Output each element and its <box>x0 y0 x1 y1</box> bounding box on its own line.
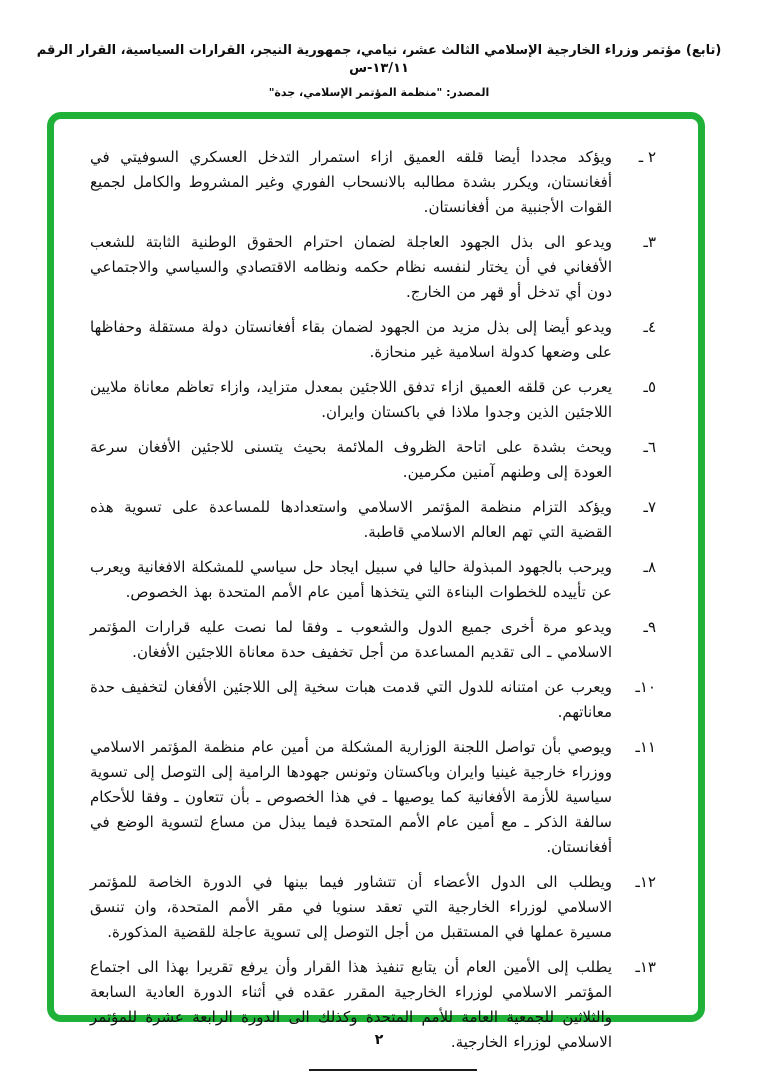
clause-number: ٦ـ <box>643 438 656 456</box>
clause-text: يعرب عن قلقه العميق ازاء تدفق اللاجئين بمعدل متزايد، وازاء تعاظم معاناة ملايين اللاجئين الذين وجدوا ملاذا في باكستان وايران. <box>90 378 612 421</box>
page-number: ٢ <box>374 1032 384 1048</box>
resolution-clause <box>90 145 656 220</box>
resolution-clause <box>90 495 656 545</box>
clause-number: ١٠ـ <box>635 678 656 696</box>
clause-text: ويوصي بأن تواصل اللجنة الوزارية المشكلة من أمين عام منظمة المؤتمر الاسلامي ووزراء خارجية غينيا وايران وباكستان وتونس جهودها الرامية إلى التوصل إلى تسوية سياسية للأزمة الأفغانية كما يوصيها ـ في هذا الخصوص ـ بأن تتعاون ـ وفقا للأحكام سالفة الذكر ـ مع أمين عام الأمم المتحدة فيما يبذل من مساع لتسوية الوضع في أفغانستان. <box>90 738 612 856</box>
resolution-clause <box>90 870 656 945</box>
clause-text: ويطلب الى الدول الأعضاء أن تتشاور فيما بينها في الدورة الخاصة للمؤتمر الاسلامي لوزراء الخارجية التي تعقد سنويا في مقر الأمم المتحدة، وان تنسق مسيرة عملها في المستقبل من أجل التوصل إلى تسوية عاجلة للقضية المذكورة. <box>90 873 612 941</box>
clause-text: ويدعو أيضا إلى بذل مزيد من الجهود لضمان بقاء أفغانستان دولة مستقلة وحفاظها على وضعها كدولة اسلامية غير منحازة. <box>90 318 612 361</box>
resolution-clause <box>90 435 656 485</box>
clause-text: ويدعو الى بذل الجهود العاجلة لضمان احترام الحقوق الوطنية الثابتة للشعب الأفغاني في أن يختار لنفسه نظام حكمه ونظامه الاقتصادي والسياسي والاجتماعي دون أي تدخل أو قهر من الخارج. <box>90 233 612 301</box>
clause-text: ويحث بشدة على اتاحة الظروف الملائمة بحيث يتسنى للاجئين الأفغان سرعة العودة إلى وطنهم آمنين مكرمين. <box>90 438 612 481</box>
clause-number: ٤ـ <box>643 318 656 336</box>
resolution-clause <box>90 555 656 605</box>
resolution-clause <box>90 675 656 725</box>
resolution-clause <box>90 375 656 425</box>
clause-text: ويدعو مرة أخرى جميع الدول والشعوب ـ وفقا لما نصت عليه قرارات المؤتمر الاسلامي ـ الى تقديم المساعدة من أجل تخفيف حدة معاناة اللاجئين الأفغان. <box>90 618 612 661</box>
document-source: المصدر: "منظمة المؤتمر الإسلامي، جدة" <box>268 86 490 100</box>
end-divider <box>309 1069 477 1071</box>
content-frame <box>47 112 705 1051</box>
clause-text: ويرحب بالجهود المبذولة حاليا في سبيل ايجاد حل سياسي للمشكلة الافغانية ويعرب عن تأييده للخطوات البناءة التي يتخذها أمين عام الأمم المتحدة بهذ الخصوص. <box>90 558 612 601</box>
resolution-clause <box>90 615 656 665</box>
clause-text: ويؤكد مجددا أيضا قلقه العميق ازاء استمرار التدخل العسكري السوفيتي في أفغانستان، ويكرر بشدة مطالبه بالانسحاب الفوري وغير المشروط والكامل لجميع القوات الأجنبية من أفغانستان. <box>90 148 612 216</box>
clause-number: ٥ـ <box>643 378 656 396</box>
document-header <box>0 42 758 99</box>
clause-number: ١٣ـ <box>635 958 656 976</box>
clause-number: ٧ـ <box>643 498 656 516</box>
clause-number: ٢ ـ <box>638 148 656 166</box>
document-title: (تابع) مؤتمر وزراء الخارجية الإسلامي الثالث عشر، نيامي، جمهورية النيجر، القرارات السياسية، القرار الرقم ١٣/١١-س <box>36 43 722 77</box>
clause-number: ١٢ـ <box>635 873 656 891</box>
clause-text: يطلب إلى الأمين العام أن يتابع تنفيذ هذا القرار وأن يرفع تقريرا بهذا الى اجتماع المؤتمر الاسلامي لوزراء الخارجية المقرر عقده في أثناء الدورة العادية السابعة والثلاثين للجمعية العامة للأمم المتحدة وكذلك الى الدورة الرابعة عشرة للمؤتمر الاسلامي لوزراء الخارجية. <box>90 958 612 1051</box>
resolution-paragraphs <box>90 145 656 1055</box>
clause-text: ويعرب عن امتنانه للدول التي قدمت هبات سخية إلى اللاجئين الأفغان لتخفيف حدة معاناتهم. <box>90 678 612 721</box>
resolution-clause <box>90 735 656 860</box>
resolution-clause <box>90 230 656 305</box>
clause-text: ويؤكد التزام منظمة المؤتمر الاسلامي واستعدادها للمساعدة على تسوية هذه القضية التي تهم العالم الاسلامي قاطبة. <box>90 498 612 541</box>
clause-number: ٨ـ <box>643 558 656 576</box>
clause-number: ١١ـ <box>635 738 656 756</box>
resolution-clause <box>90 315 656 365</box>
clause-number: ٩ـ <box>643 618 656 636</box>
clause-number: ٣ـ <box>643 233 656 251</box>
